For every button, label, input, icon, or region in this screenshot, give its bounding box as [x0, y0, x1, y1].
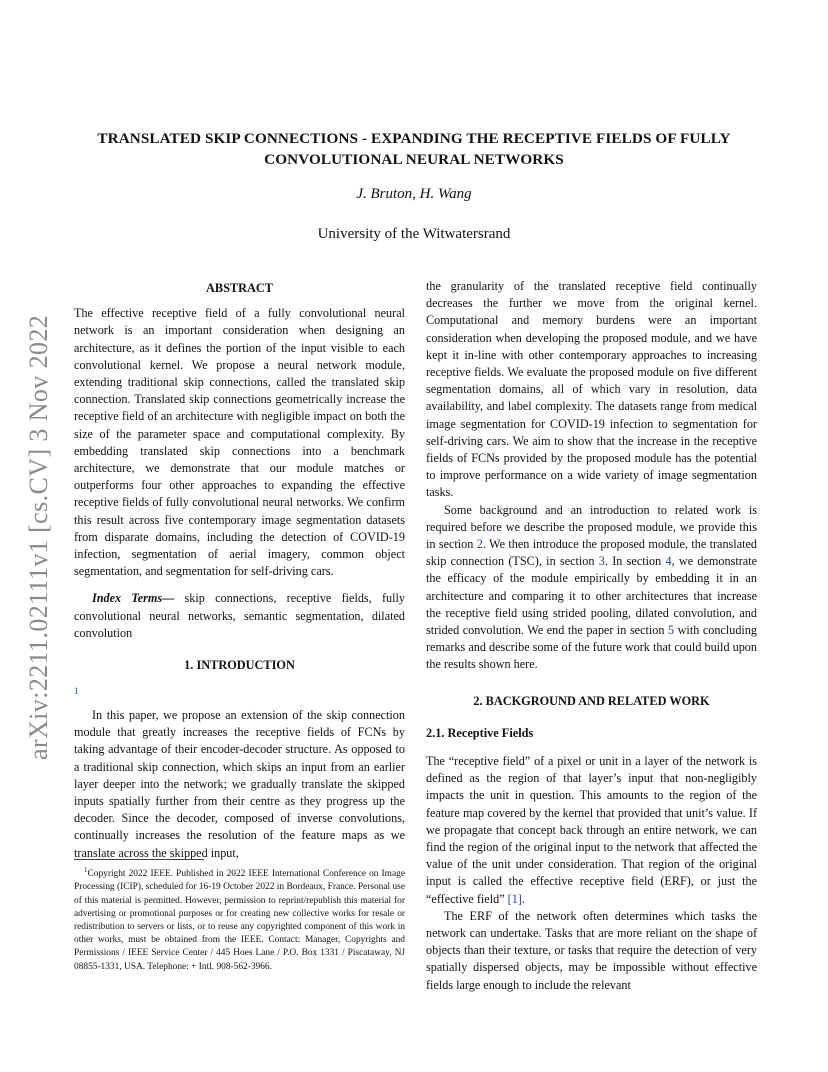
rf-text-b: .: [521, 891, 525, 906]
paper-outline-paragraph: [426, 502, 757, 674]
outline-text-b: . We then introduce the proposed module, the translated skip connection (TSC), in section: [426, 537, 757, 569]
rf-text-a: The “receptive field” of a pixel or unit in a layer of the network is defined as the region of that layer’s input that non-negligibly impacts the unit in question. This amounts to the region of the feature map covered by the kernel that provided that unit’s value. If we propagate that concept back through an entire network, we can find the region of the original input to the network that affected the value of the unit under consideration. That region of the original input is called the effective receptive field (ERF), or just the “effective field”: [426, 754, 757, 906]
index-terms: [74, 590, 405, 642]
outline-text-e: with concluding remarks and describe some of the future work that could build upon the results shown here.: [426, 623, 757, 672]
section-2-link[interactable]: 2: [476, 537, 483, 552]
intro-text: In this paper, we propose an extension of the skip connection module that greatly increases the receptive fields of FCNs by taking advantage of their encoder-decoder structure. As opposed to a traditional skip connection, which skips an input from an earlier layer deeper into the network; we gradually translate the skipped inputs spatially further from their centre as they progress up the decoder. Since the decoder, composed of inverse convolutions, continually increases the resolution of the feature maps as we translate across the skipped input,: [74, 708, 405, 860]
outline-text-c: . In section: [604, 554, 666, 569]
intro-text-block: [74, 707, 405, 862]
abstract-text: The effective receptive field of a fully convolutional neural network is an important consideration when designing an architecture, as it defines the portion of the input visible to each convolutional kernel. We propose a neural network module, extending traditional skip connections, called the translated skip connection. Translated skip connections geometrically increase the receptive field of an architecture with negligible impact on both the size of the parameter space and computational complexity. By embedding translated skip connections into a benchmark architecture, we demonstrate that our module matches or outperforms four other approaches to expanding the effective receptive fields of fully convolutional neural networks. We confirm this result across five contemporary image segmentation datasets from disparate domains, including the detection of COVID-19 infection, segmentation of aerial imagery, common object segmentation, and segmentation for self-driving cars.: [74, 306, 405, 579]
receptive-field-paragraph: [426, 753, 757, 908]
section2-heading: 2. BACKGROUND AND RELATED WORK: [473, 694, 710, 708]
footnote-text: Copyright 2022 IEEE. Published in 2022 IEEE International Conference on Image Processing (ICIP), scheduled for 16-19 October 2022 in Bordeaux, France. Personal use of this material is permitted. However, permission to reprint/republish this material for advertising or promotional purposes or for creating new collective works for resale or redistribution to servers or lists, or to reuse any copyrighted component of this work in other works, must be obtained from the IEEE. Contact: Manager, Copyrights and Permissions / IEEE Service Center / 445 Hoes Lane / P.O. Box 1331 / Piscataway, NJ 08855-1331, USA. Telephone: + Intl. 908-562-3966.: [74, 869, 405, 972]
subsection-heading: 2.1. Receptive Fields: [426, 726, 534, 740]
intro-heading: 1. INTRODUCTION: [184, 658, 295, 672]
footnote-mark[interactable]: 1: [74, 686, 79, 696]
affiliation: University of the Witwatersrand: [317, 226, 511, 242]
arxiv-stamp: arXiv:2211.02111v1 [cs.CV] 3 Nov 2022: [24, 314, 53, 760]
receptive-fields-text: [426, 753, 757, 994]
outline-text-d: , we demonstrate the efficacy of the module empirically by embedding it in an architecture and comparing it to other architectures that increase the receptive field using strided pooling, dilated convolution, and strided convolution. We end the paper in section: [426, 554, 757, 638]
outline-text-a: Some background and an introduction to related work is required before we describe the proposed module, we provide this in section: [426, 502, 757, 552]
paper-title: TRANSLATED SKIP CONNECTIONS - EXPANDING THE RECEPTIVE FIELDS OF FULLY CONVOLUTIONAL NEURAL NETWORKS: [97, 130, 731, 168]
authors: J. Bruton, H. Wang: [356, 186, 472, 202]
section-5-link[interactable]: 5: [668, 623, 675, 638]
footnote-number: 1: [84, 866, 88, 874]
citation-1-link[interactable]: [1]: [507, 891, 522, 906]
section-4-link[interactable]: 4: [665, 554, 672, 569]
left-column: [74, 280, 405, 642]
footnote: [74, 864, 405, 974]
index-terms-text: skip connections, receptive fields, fully convolutional neural networks, semantic segmentation, dilated convolution: [74, 591, 405, 640]
section-3-link[interactable]: 3: [598, 554, 605, 569]
right-column: [426, 278, 757, 674]
index-terms-label: Index Terms—: [92, 591, 175, 606]
intro-continued: the granularity of the translated receptive field continually decreases the further we move from the original kernel. Computational and memory burdens were an important consideration when developing the proposed module, and we have kept it in-line with other contemporary approaches to increasing receptive fields. We evaluate the proposed module on five different segmentation domains, all of which vary in resolution, data availability, and label complexity. The datasets range from medical image segmentation for COVID-19 infection to segmentation for self-driving cars. We aim to show that the increase in the receptive fields of FCNs provided by the proposed module has the potential to improve performance on a wide variety of image segmentation tasks.: [426, 279, 757, 500]
abstract-heading: ABSTRACT: [206, 281, 273, 295]
footnote-rule: [74, 859, 204, 860]
erf-paragraph: The ERF of the network often determines which tasks the network can undertake. Tasks that are more reliant on the shape of objects than their texture, or tasks that require the detection of very spatially dispersed objects, may be impossible without effective fields large enough to include the relevant: [426, 908, 757, 992]
